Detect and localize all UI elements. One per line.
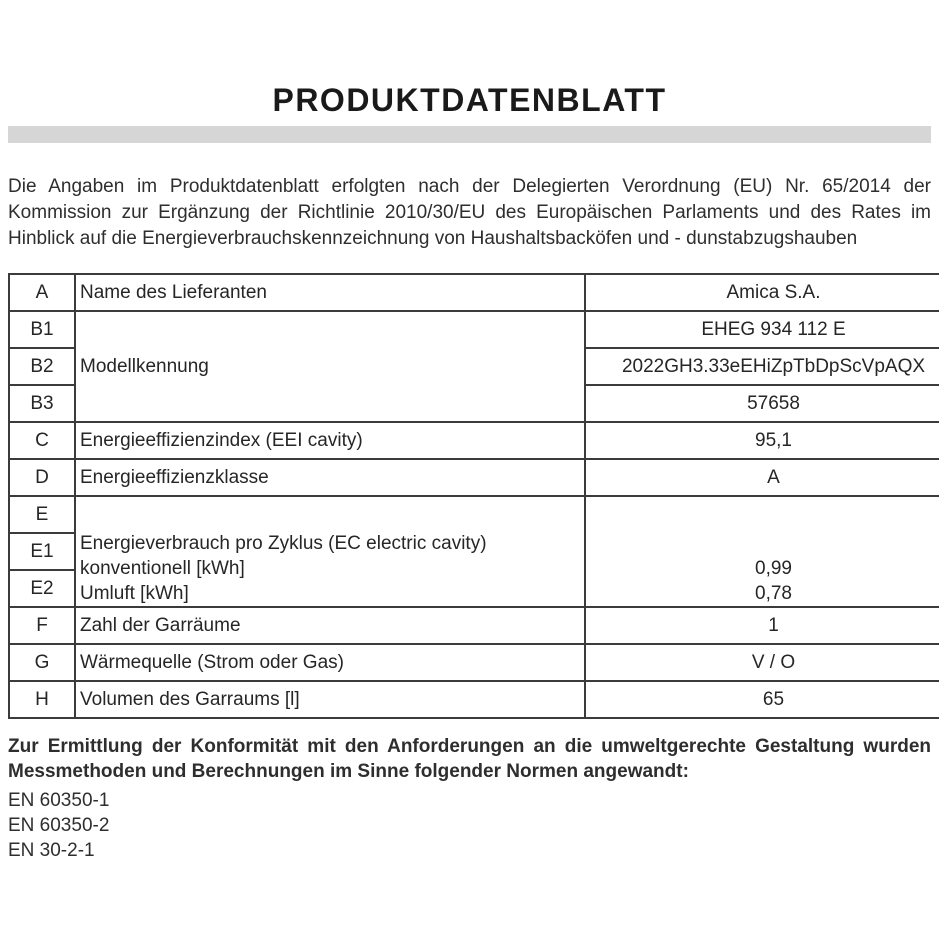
conformity-statement: Zur Ermittlung der Konformität mit den Anforderungen an die umweltgerechte Gestaltung wurden Messmethoden und Berechnungen im Sinne folgender Normen angewandt: [8,736,931,782]
standard-en-30-2-1: EN 30-2-1 [8,840,95,861]
row-e1-letter: E1 [9,533,75,570]
row-e-letter: E [9,496,75,533]
table-row-h [9,681,939,718]
row-e-value [585,496,939,607]
row-a-letter: A [9,274,75,311]
table-row-e [9,496,939,533]
table-row-g [9,644,939,681]
row-g-label: Wärmequelle (Strom oder Gas) [75,644,585,681]
table-row-d [9,459,939,496]
product-data-table [8,273,939,719]
row-h-letter: H [9,681,75,718]
row-e-label [75,496,585,607]
row-b3-letter: B3 [9,385,75,422]
table-row-a [9,274,939,311]
row-e-value-umluft: 0,78 [755,583,792,604]
row-b1-letter: B1 [9,311,75,348]
row-e-value-konventionell: 0,99 [755,558,792,579]
title-divider-bar [8,126,931,143]
row-f-letter: F [9,607,75,644]
row-b2-letter: B2 [9,348,75,385]
table-row-f [9,607,939,644]
row-e-label-line3: Umluft [kWh] [80,583,189,604]
row-e-label-line2: konventionell [kWh] [80,558,245,579]
row-c-letter: C [9,422,75,459]
row-g-letter: G [9,644,75,681]
table-row-b1 [9,311,939,348]
standard-en-60350-1: EN 60350-1 [8,790,110,811]
row-c-value: 95,1 [585,422,939,459]
footer [8,734,931,863]
row-b1-value: EHEG 934 112 E [585,311,939,348]
row-e-label-line1: Energieverbrauch pro Zyklus (EC electric cavity) [80,533,487,554]
row-h-value: 65 [585,681,939,718]
row-a-value: Amica S.A. [585,274,939,311]
page-title: PRODUKTDATENBLATT [272,82,667,118]
row-g-value: V / O [585,644,939,681]
row-d-letter: D [9,459,75,496]
row-d-label: Energieeffizienzklasse [75,459,585,496]
row-d-value: A [585,459,939,496]
row-c-label: Energieeffizienzindex (EEI cavity) [75,422,585,459]
row-f-value: 1 [585,607,939,644]
intro-paragraph: Die Angaben im Produktdatenblatt erfolgten nach der Delegierten Verordnung (EU) Nr. 65/2014 der Kommission zur Ergänzung der Richtlinie 2010/30/EU des Europäischen Parlaments und des Rates im Hinblick auf die Energieverbrauchskennzeichnung von Haushaltsbacköfen und - dunstabzugshauben [8,176,931,249]
row-b-label: Modellkennung [75,311,585,422]
standard-en-60350-2: EN 60350-2 [8,815,110,836]
row-h-label: Volumen des Garraums [l] [75,681,585,718]
row-b2-value: 2022GH3.33eEHiZpTbDpScVpAQX [585,348,939,385]
row-b3-value: 57658 [585,385,939,422]
row-a-label: Name des Lieferanten [75,274,585,311]
row-e2-letter: E2 [9,570,75,607]
row-f-label: Zahl der Garräume [75,607,585,644]
table-row-c [9,422,939,459]
